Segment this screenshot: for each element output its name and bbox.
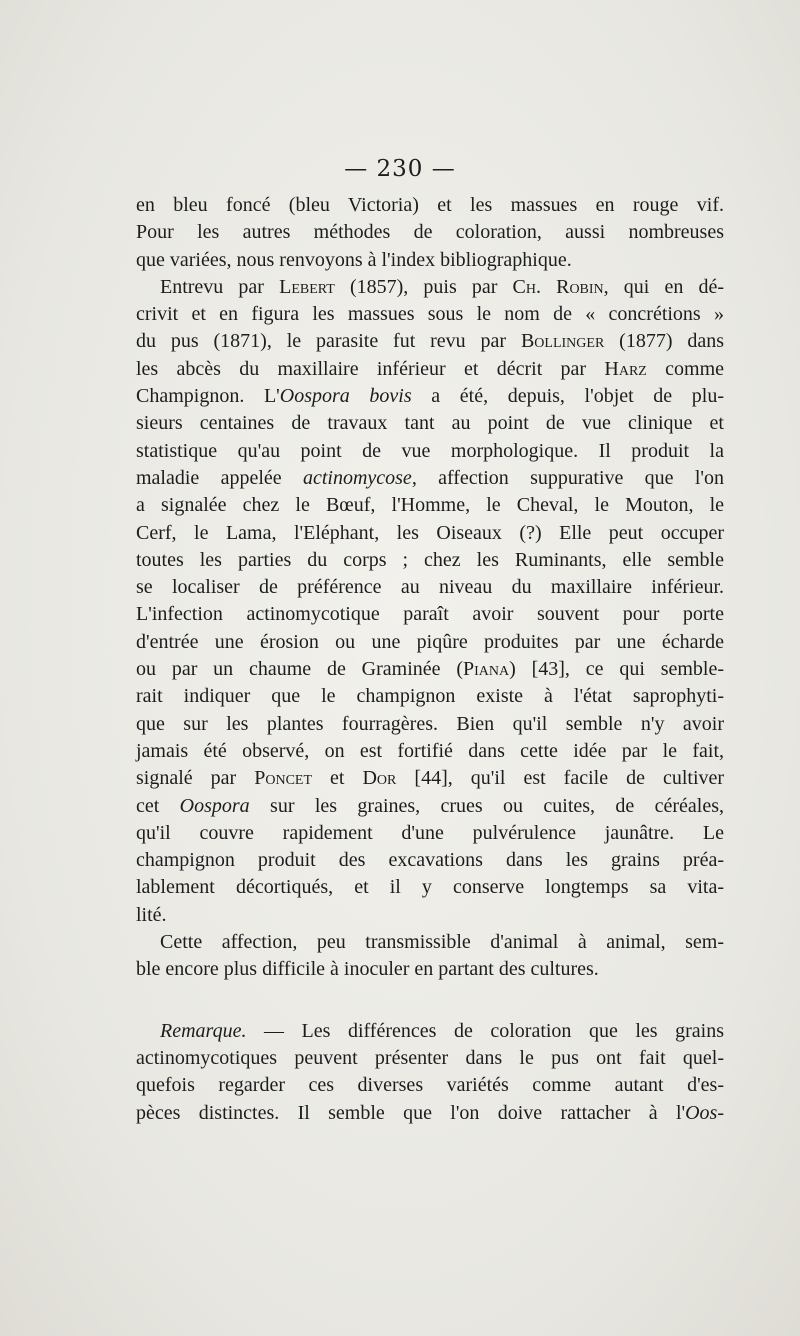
- text-line: les abcès du maxillaire inférieur et décrit par Harz comme: [136, 357, 725, 380]
- text-line: Cerf, le Lama, l'Eléphant, les Oiseaux (?) Elle peut occuper: [136, 521, 724, 544]
- species-name: Oospora: [179, 794, 250, 817]
- text-line: signalé par Poncet et Dor [44], qu'il est facile de cultiver: [136, 767, 725, 790]
- text-line: Entrevu par Lebert (1857), puis par Ch. Robin, qui en dé-: [160, 275, 725, 298]
- text-line: Remarque. — Les différences de coloration que les grains: [160, 1019, 724, 1042]
- text-line: se localiser de préférence au niveau du maxillaire inférieur.: [136, 576, 724, 599]
- text-line: en bleu foncé (bleu Victoria) et les massues en rouge vif.: [136, 194, 724, 216]
- text-line: champignon produit des excavations dans les grains préa-: [136, 849, 724, 872]
- body-text: [136, 192, 724, 1127]
- author-name: Bollinger: [520, 330, 605, 353]
- text-line: crivit et en figura les massues sous le nom de « concrétions »: [136, 303, 724, 326]
- text-line: ble encore plus difficile à inoculer en partant des cultures.: [136, 958, 599, 981]
- text-line: a signalée chez le Bœuf, l'Homme, le Cheval, le Mouton, le: [136, 494, 724, 517]
- page-number: — 230 —: [344, 156, 456, 182]
- text-line: maladie appelée actinomycose, affection suppurative que l'on: [136, 466, 724, 489]
- text-line: sieurs centaines de travaux tant au point de vue clinique et: [136, 412, 724, 435]
- text-line: toutes les parties du corps ; chez les Ruminants, elle semble: [136, 548, 724, 571]
- text-line: Champignon. L'Oospora bovis a été, depuis, l'objet de plu-: [136, 385, 725, 408]
- text-line: jamais été observé, on est fortifié dans cette idée par le fait,: [136, 739, 724, 762]
- text-line: lablement décortiqués, et il y conserve longtemps sa vita-: [136, 876, 724, 899]
- text-line: que variées, nous renvoyons à l'index bibliographique.: [136, 248, 572, 271]
- text-line: actinomycotiques peuvent présenter dans le pus ont fait quel-: [136, 1046, 724, 1069]
- text-line: rait indiquer que le champignon existe à l'état saprophyti-: [136, 685, 724, 708]
- author-name: Lebert: [279, 275, 335, 298]
- text-line: Pour les autres méthodes de coloration, aussi nombreuses: [136, 221, 724, 244]
- text-line: qu'il couvre rapidement d'une pulvérulence jaunâtre. Le: [136, 821, 724, 844]
- text-line: du pus (1871), le parasite fut revu par Bollinger (1877) dans: [136, 330, 725, 353]
- text-line: lité.: [136, 903, 167, 926]
- text-line: Cette affection, peu transmissible d'animal à animal, sem-: [160, 931, 724, 954]
- disease-name: actinomycose: [302, 466, 412, 489]
- text-line: pèces distinctes. Il semble que l'on doive rattacher à l'Oos-: [136, 1101, 724, 1124]
- remark-heading: Remarque.: [160, 1019, 247, 1042]
- text-line: ou par un chaume de Graminée (Piana) [43], ce qui semble-: [136, 658, 725, 681]
- text-line: cet Oospora sur les graines, crues ou cuites, de céréales,: [136, 794, 725, 817]
- text-line: L'infection actinomycotique paraît avoir souvent pour porte: [136, 603, 724, 626]
- species-name: Oospora bovis: [279, 385, 412, 408]
- species-name: Oos-: [685, 1101, 724, 1124]
- author-name: Ch. Robin: [512, 275, 604, 298]
- author-name: Dor: [362, 767, 397, 790]
- text-line: statistique qu'au point de vue morphologique. Il produit la: [136, 439, 724, 462]
- author-name: Harz: [604, 357, 647, 380]
- text-line: quefois regarder ces diverses variétés comme autant d'es-: [136, 1074, 724, 1097]
- author-name: Poncet: [254, 767, 313, 790]
- paragraph-gap: [136, 984, 724, 1018]
- author-name: Piana: [463, 658, 510, 681]
- text-line: d'entrée une érosion ou une piqûre produites par une écharde: [136, 630, 724, 653]
- text-line: que sur les plantes fourragères. Bien qu'il semble n'y avoir: [136, 712, 724, 735]
